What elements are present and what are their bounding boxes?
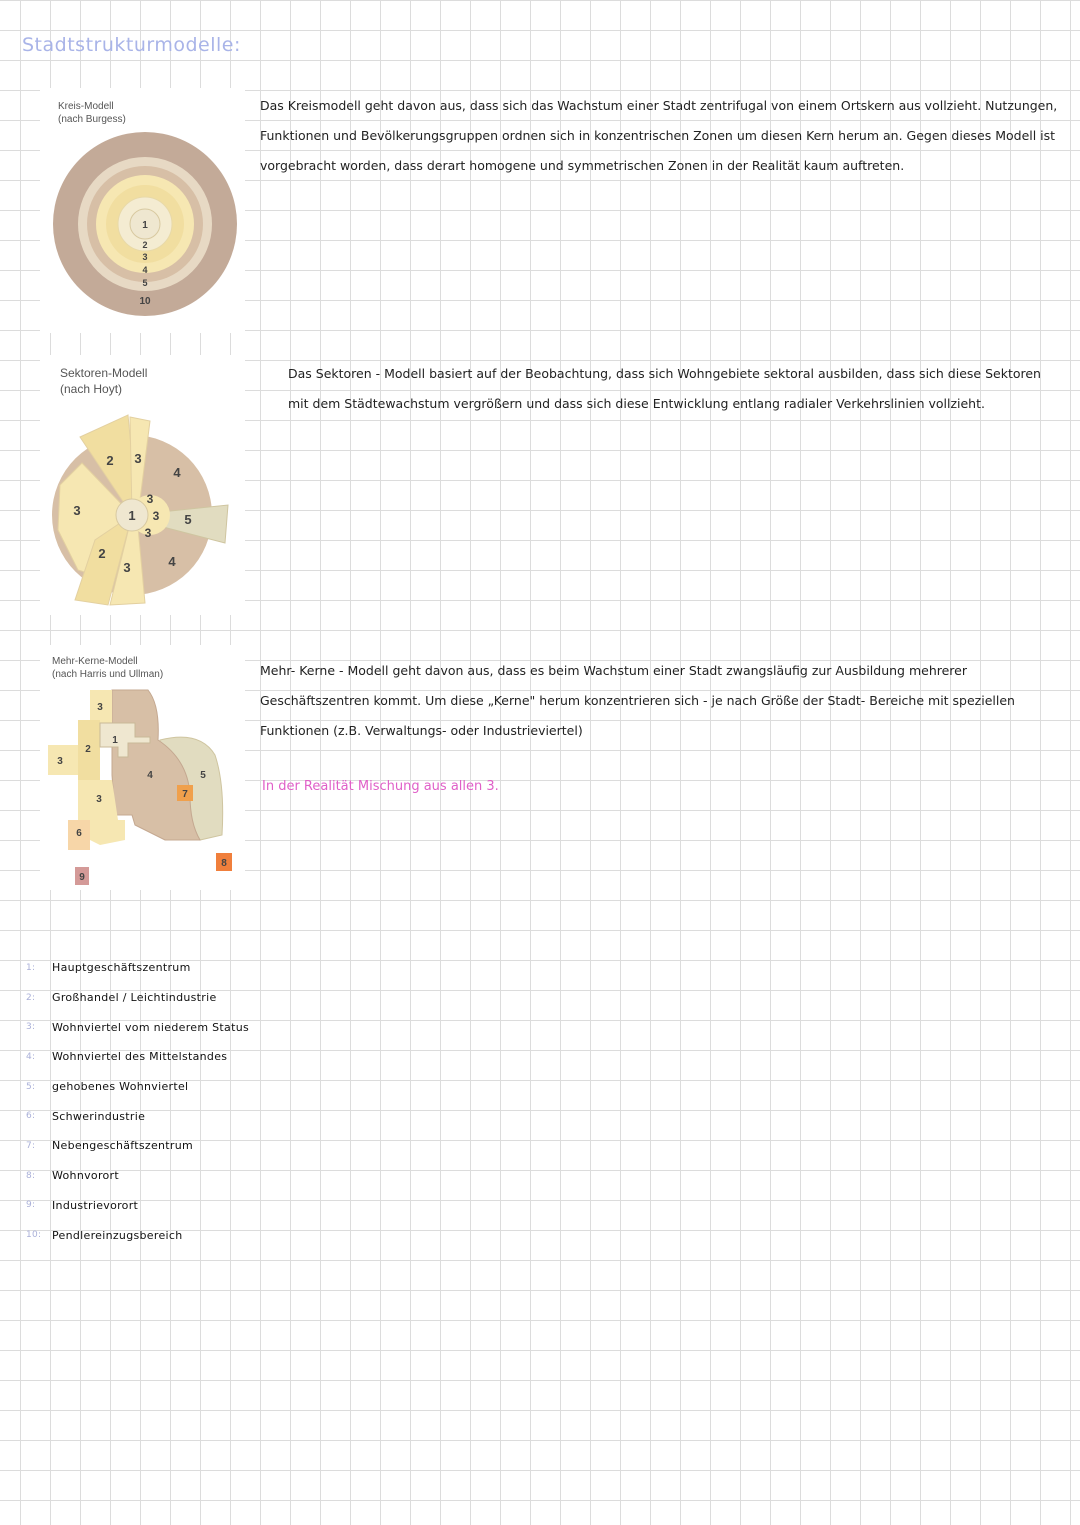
sektoren-modell-figure	[40, 355, 245, 615]
sektor-label-5: 5	[184, 512, 192, 527]
mk-label-7: 7	[182, 789, 188, 800]
legend-item-5	[26, 1072, 346, 1102]
mehrkerne-note: In der Realität Mischung aus allen 3.	[262, 779, 499, 794]
kreis-label-2: 2	[142, 240, 148, 250]
mk-label-3c: 3	[96, 794, 102, 805]
sektor-label-3a: 3	[134, 451, 142, 466]
legend-label: Wohnvorort	[52, 1169, 119, 1183]
legend-item-4	[26, 1042, 346, 1072]
mk-zone-3-left	[48, 745, 78, 775]
legend-num: 8:	[26, 1170, 36, 1181]
legend-label: gehobenes Wohnviertel	[52, 1080, 189, 1094]
legend-label: Nebengeschäftszentrum	[52, 1139, 194, 1153]
mk-label-1: 1	[112, 735, 118, 746]
kreis-label-4: 4	[142, 265, 148, 275]
mk-label-9: 9	[79, 872, 85, 883]
mehrkerne-modell-diagram	[40, 645, 245, 890]
kreis-caption-sub: (nach Burgess)	[58, 114, 126, 125]
mk-label-5: 5	[200, 770, 206, 781]
kreis-label-10: 10	[139, 296, 151, 307]
mk-label-4: 4	[147, 770, 153, 781]
mk-label-3a: 3	[97, 702, 103, 713]
mk-label-3b: 3	[57, 756, 63, 767]
legend-label: Hauptgeschäftszentrum	[52, 961, 191, 975]
legend-item-3	[26, 1012, 346, 1042]
kreis-label-5: 5	[142, 278, 148, 288]
kreis-caption-title: Kreis-Modell	[58, 101, 114, 112]
sektor-label-2a: 2	[106, 453, 114, 468]
mk-label-2: 2	[85, 744, 91, 755]
mehrkerne-modell-figure	[40, 645, 245, 890]
legend-label: Wohnviertel des Mittelstandes	[52, 1050, 228, 1064]
legend-item-2	[26, 983, 346, 1013]
legend-num: 1:	[26, 962, 36, 973]
kreis-label-3: 3	[142, 252, 148, 262]
legend-num: 7:	[26, 1140, 36, 1151]
sektoren-modell-diagram	[40, 355, 245, 615]
legend-label: Pendlereinzugsbereich	[52, 1228, 183, 1242]
sektor-label-4b: 4	[168, 554, 176, 569]
legend-item-9	[26, 1191, 346, 1221]
page-title: Stadtstrukturmodelle:	[22, 34, 241, 56]
mehrkerne-caption-sub: (nach Harris und Ullman)	[52, 669, 164, 680]
kreis-label-1: 1	[142, 220, 148, 231]
legend-label: Großhandel / Leichtindustrie	[52, 991, 217, 1005]
sektor-label-3e: 3	[123, 560, 131, 575]
sektor-label-2b: 2	[98, 546, 106, 561]
legend-num: 2:	[26, 992, 36, 1003]
legend-num: 3:	[26, 1022, 36, 1033]
kreis-description: Das Kreismodell geht davon aus, dass sich das Wachstum einer Stadt zentrifugal von einem Ortskern aus vollzieht. Nutzungen, Funktionen und Bevölkerungsgruppen ordnen sich in konzentrischen Zonen um diesen Kern herum an. Gegen dieses Modell ist vorgebracht worden, dass derart homogene und symmetrischen Zonen in der Realität kaum auftreten.	[260, 98, 1058, 173]
legend-num: 10:	[26, 1230, 42, 1241]
mk-label-6: 6	[76, 828, 82, 839]
legend-item-6	[26, 1101, 346, 1131]
legend-label: Wohnviertel vom niederem Status	[52, 1020, 250, 1034]
sektor-label-4a: 4	[173, 465, 181, 480]
kreis-modell-figure	[40, 88, 245, 333]
sektoren-caption-sub: (nach Hoyt)	[60, 382, 123, 396]
sektor-label-3b: 3	[146, 492, 154, 506]
sektor-label-3c: 3	[152, 509, 160, 523]
sektor-label-3f: 3	[73, 503, 81, 518]
sektor-label-3d: 3	[144, 526, 152, 540]
zone-legend	[26, 953, 346, 1250]
legend-item-10	[26, 1220, 346, 1250]
legend-item-8	[26, 1161, 346, 1191]
sektor-label-1: 1	[128, 508, 136, 523]
sektoren-description: Das Sektoren - Modell basiert auf der Beobachtung, dass sich Wohngebiete sektoral ausbilden, dass sich diese Sektoren mit dem Städtewachstum vergrößern und dass sich diese Entwicklung entlang radialer Verkehrslinien vollzieht.	[288, 366, 1041, 411]
kreis-modell-diagram	[40, 88, 245, 333]
legend-label: Schwerindustrie	[52, 1109, 146, 1123]
legend-num: 6:	[26, 1111, 36, 1122]
legend-item-7	[26, 1131, 346, 1161]
mehrkerne-caption-title: Mehr-Kerne-Modell	[52, 656, 138, 667]
mk-label-8: 8	[221, 858, 227, 869]
legend-label: Industrievorort	[52, 1198, 139, 1212]
legend-num: 5:	[26, 1081, 36, 1092]
legend-item-1	[26, 953, 346, 983]
legend-num: 4:	[26, 1051, 36, 1062]
sektoren-caption-title: Sektoren-Modell	[60, 366, 148, 380]
legend-num: 9:	[26, 1200, 36, 1211]
mehrkerne-description: Mehr- Kerne - Modell geht davon aus, dass es beim Wachstum einer Stadt zwangsläufig zur Ausbildung mehrerer Geschäftszentren kommt. Um diese „Kerne" herum konzentrieren sich - je nach Größe der Stadt- Bereiche mit speziellen Funktionen (z.B. Verwaltungs- oder Industrieviertel)	[260, 663, 1015, 738]
